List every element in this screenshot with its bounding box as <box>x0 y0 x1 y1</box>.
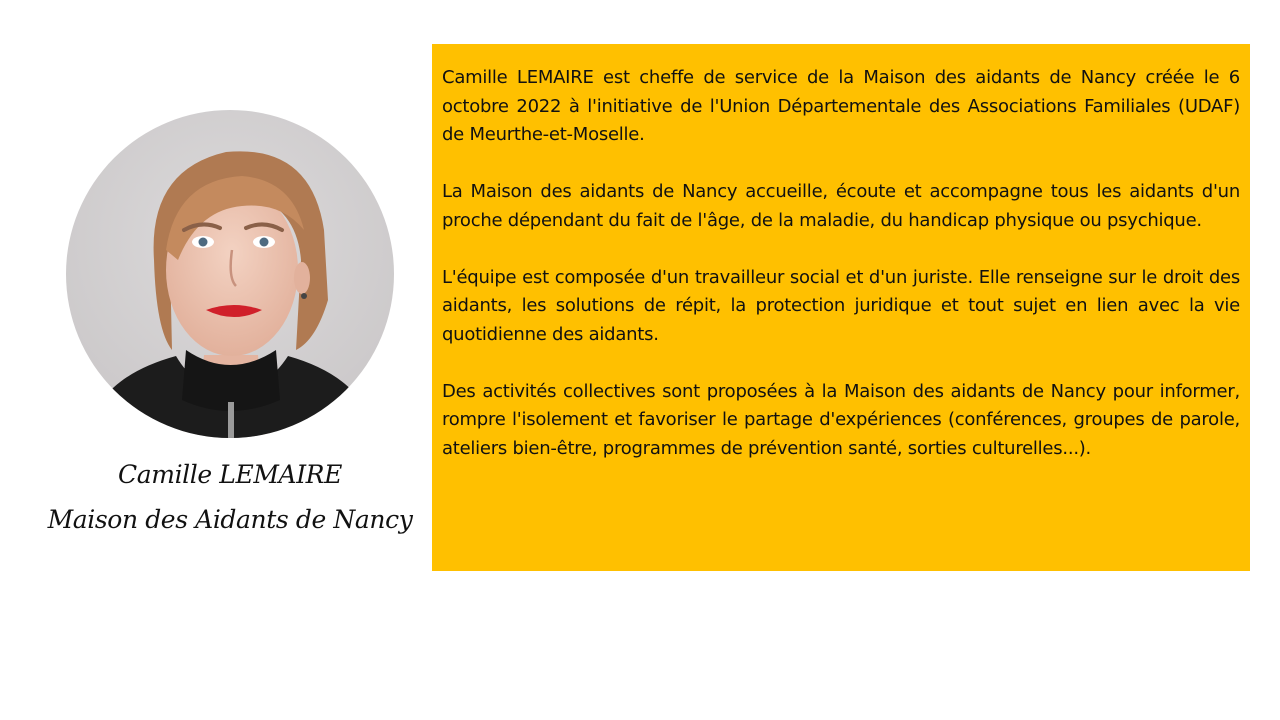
portrait-illustration <box>66 110 394 438</box>
person-organization: Maison des Aidants de Nancy <box>47 505 413 534</box>
description-paragraph: Des activités collectives sont proposées à la Maison des aidants de Nancy pour informer, rompre l'isolement et favoriser le partage d'expériences (conférences, groupes de parole, ateliers bien-être, programmes de prévention santé, sorties culturelles...). <box>442 380 1240 459</box>
description-box <box>432 44 1250 571</box>
portrait-caption <box>30 452 430 542</box>
description-paragraph: Camille LEMAIRE est cheffe de service de la Maison des aidants de Nancy créée le 6 octobre 2022 à l'initiative de l'Union Départementale des Associations Familiales (UDAF) de Meurthe-et-Moselle. <box>442 67 1240 145</box>
description-paragraph: L'équipe est composée d'un travailleur social et d'un juriste. Elle renseigne sur le droit des aidants, les solutions de répit, la protection juridique et tout sujet en lien avec la vie quotidienne des aidants. <box>442 266 1240 345</box>
description-paragraph: La Maison des aidants de Nancy accueille, écoute et accompagne tous les aidants d'un proche dépendant du fait de l'âge, de la maladie, du handicap physique ou psychique. <box>442 181 1240 231</box>
portrait-photo <box>66 110 394 438</box>
person-name: Camille LEMAIRE <box>118 460 342 489</box>
